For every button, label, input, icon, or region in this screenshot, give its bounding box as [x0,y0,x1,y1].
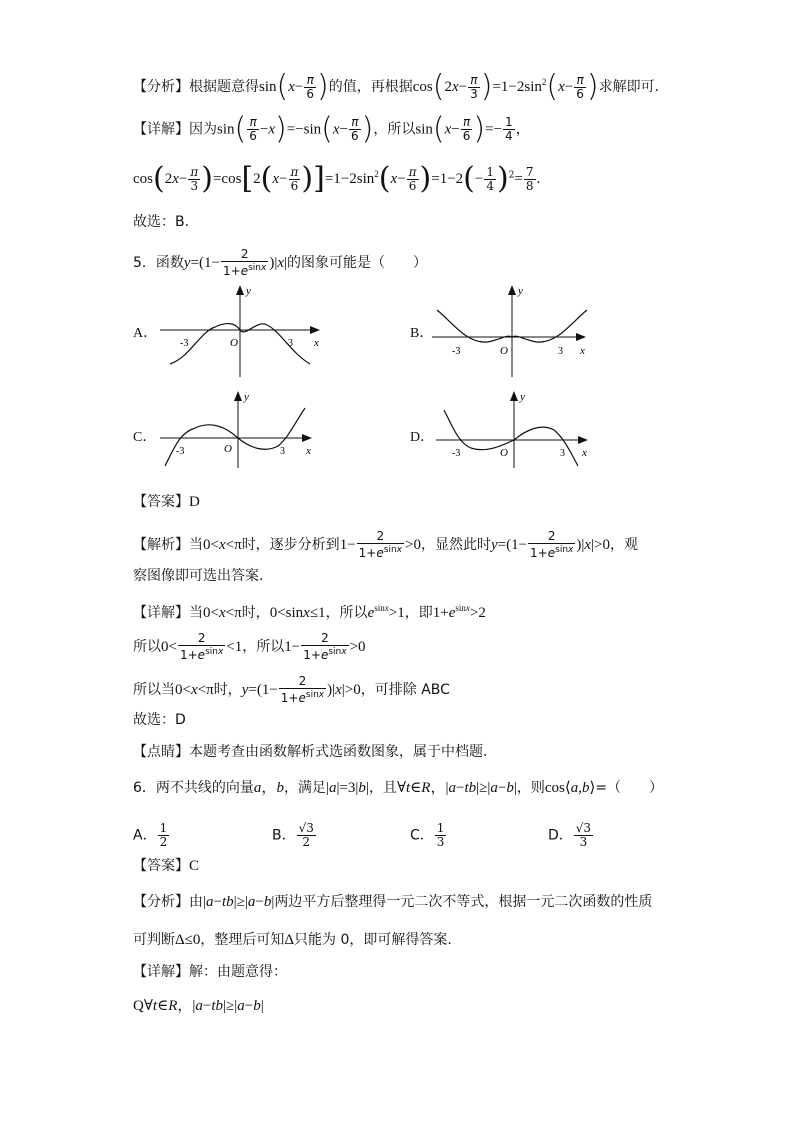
q6-stem: 6．两不共线的向量a，b，满足|a|=3|b|，且∀t∈R，|a−tb|≥|a−b|，则cos⟨a,b⟩=（ ） [133,780,664,796]
q4-cos-equation: cos(2x− $\frac{\pi}{3}$ )=cos[2(x− $\frac{\pi}{6}$ )]$=1-2\sin^2(x-$ $\frac{\pi}{6}$ )=1−2(− $\frac{1}{4}$ )$^2$= $\frac{7}{8}$ . [133,161,541,196]
q6-option-a[interactable]: A． $\frac{1}{2}$ [133,821,168,849]
detail-tag: 【详解】 [133,964,189,980]
q5-option-d-label[interactable]: D． [410,430,435,445]
q5-option-c-label[interactable]: C． [133,430,157,445]
analysis-tag: 【分析】 [133,894,189,910]
dianjing-tag: 【点睛】 [133,744,189,760]
q5-conclusion: 故选：D [133,712,186,728]
x-axis-label: x [580,345,585,357]
analysis-tag: 【分析】 [133,79,189,95]
q5-dianjing-line: 【点睛】本题考查由函数解析式选函数图象，属于中档题. [133,744,488,760]
detail-tag: 【详解】 [133,121,189,138]
detail-tag: 【详解】 [133,605,189,621]
q6-option-b[interactable]: B． $\frac{√3}{2}$ [272,821,314,849]
q6-answer-value: C [189,858,200,874]
q6-option-c[interactable]: C． $\frac{1}{3}$ [410,821,445,849]
q5-graph-a[interactable] [160,282,330,377]
q4-analysis-line: 【分析】根据题意得sin(x− $\frac{\pi}{6}$ )的值，再根据cos(2x− $\frac{\pi}{3}$ )$=1-2\sin^2(x-$ $\frac{\pi}{6}$ )求解即可. [133,69,660,104]
origin-label: O [500,345,508,357]
q5-graph-c[interactable] [160,388,320,468]
q6-last-line: Q∀t∈R，|a−tb|≥|a−b| [133,998,264,1014]
q5-detail-line-2: 所以0< $\frac{2}{1+e^{sinx}}$ <1，所以1− $\frac{2}{1+e^{sinx}}$ >0 [133,631,366,662]
q4-conclusion: 故选：B. [133,214,190,230]
q5-option-b-label[interactable]: B． [410,326,434,341]
q5-graph-b[interactable] [432,282,602,377]
x-axis-label: x [306,445,311,457]
q5-answer-value: D [189,494,200,510]
neg3-label: -3 [452,346,461,357]
answer-tag: 【答案】 [133,858,189,874]
y-axis-label: y [244,391,249,403]
x-axis-label: x [314,337,319,349]
y-axis-label: y [246,285,251,297]
q5-jiexi-line: 【解析】当0<x<π时，逐步分析到1− $\frac{2}{1+e^{sinx}}$ >0，显然此时y=(1− $\frac{2}{1+e^{sinx}}$ )|x|>0，观 [133,529,639,560]
pos3-label: 3 [288,338,293,349]
neg3-label: -3 [180,338,189,349]
y-axis-label: y [520,391,525,403]
pos3-label: 3 [280,446,285,457]
q5-stem: 5．函数y=(1− $\frac{2}{1+e^{sinx}}$ )|x|的图象可能是（ ） [133,247,428,278]
origin-label: O [500,447,508,459]
y-axis-label: y [518,285,523,297]
q6-analysis-line-1: 【分析】由|a−tb|≥|a−b|两边平方后整理得一元二次不等式，根据一元二次函数的性质 [133,894,653,910]
origin-label: O [224,443,232,455]
q5-detail-line-1: 【详解】当0<x<π时，0<sinx≤1，所以$e^{sinx}>1$，即$1+e^{sinx}>2$ [133,603,486,621]
q5-jiexi-line-2: 察图像即可选出答案. [133,568,264,584]
q6-detail-line: 【详解】解：由题意得： [133,964,287,980]
q5-answer-line [133,492,200,512]
jiexi-tag: 【解析】 [133,537,189,553]
q5-option-a-label[interactable]: A． [133,326,158,341]
q5-detail-line-3: 所以当0<x<π时，y=(1− $\frac{2}{1+e^{sinx}}$ )|x|>0，可排除 ABC [133,674,450,705]
pos3-label: 3 [558,346,563,357]
q5-graph-d[interactable] [436,388,596,468]
answer-tag: 【答案】 [133,494,189,510]
neg3-label: -3 [176,446,185,457]
pos3-label: 3 [560,448,565,459]
x-axis-label: x [582,447,587,459]
origin-label: O [230,337,238,349]
q6-option-d[interactable]: D． $\frac{√3}{3}$ [548,821,592,849]
q4-detail-line: 【详解】因为sin( $\frac{\pi}{6}$ −x)=−sin(x− $\frac{\pi}{6}$ )，所以sin(x− $\frac{\pi}{6}$ )=− $\frac{1}{4}$ ， [133,111,530,147]
q6-answer-line [133,856,199,876]
q6-analysis-line-2: 可判断Δ≤0，整理后可知Δ只能为 0，即可解得答案. [133,932,452,948]
neg3-label: -3 [452,448,461,459]
